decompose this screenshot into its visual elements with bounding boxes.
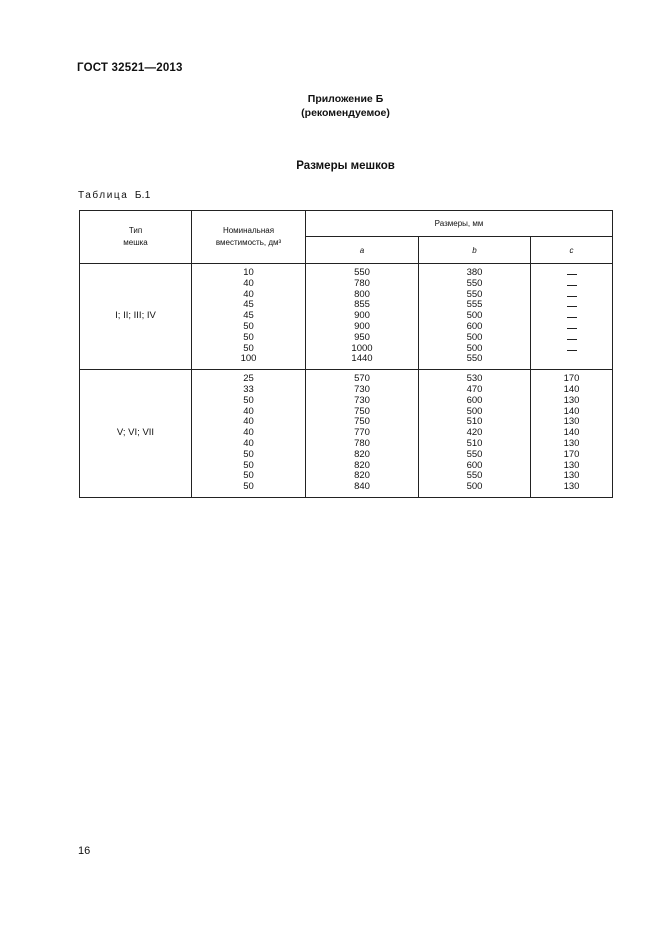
volume-values (192, 370, 306, 498)
volume-value: 100 (240, 353, 257, 365)
volume-value: 50 (243, 448, 254, 460)
header-nominal-volume (192, 211, 306, 264)
c-value: 140 (563, 405, 580, 417)
c-value: 130 (563, 470, 580, 482)
b-value: 510 (466, 437, 483, 449)
a-value: 780 (354, 437, 370, 449)
b-value: 500 (466, 405, 483, 417)
c-value: 140 (563, 383, 580, 395)
header-volume-line2: вместимость, дм³ (215, 238, 282, 247)
a-value: 1440 (351, 353, 373, 365)
header-bag-type (80, 211, 192, 264)
a-value: 900 (354, 310, 370, 322)
c-value: 130 (563, 394, 580, 406)
a-value: 750 (354, 405, 370, 417)
c-value: 170 (563, 448, 580, 460)
volume-value: 10 (243, 267, 254, 278)
volume-value: 25 (243, 373, 254, 385)
b-value: 420 (466, 427, 483, 439)
volume-value: 40 (243, 416, 254, 428)
header-b: b (419, 237, 531, 264)
b-value: 500 (466, 310, 483, 322)
b-value: 550 (466, 353, 483, 365)
c-value: 130 (563, 481, 580, 493)
dash-value (531, 311, 612, 322)
volume-value: 50 (243, 470, 254, 482)
table-header-row (80, 211, 613, 237)
b-value: 500 (466, 342, 483, 354)
a-value: 950 (354, 331, 370, 343)
a-value: 750 (354, 416, 370, 428)
a-value: 570 (354, 373, 370, 385)
volume-value: 50 (243, 320, 254, 332)
b-value: 510 (466, 416, 483, 428)
header-bag-type-line2: мешка (123, 238, 148, 247)
volume-value: 40 (243, 427, 254, 439)
volume-value: 40 (243, 288, 254, 300)
annex-type: (рекомендуемое) (301, 107, 390, 119)
dash-value (531, 322, 612, 333)
a-values (306, 264, 419, 370)
volume-value: 50 (243, 481, 254, 493)
a-value: 820 (354, 470, 370, 482)
header-bag-type-line1: Тип (128, 226, 143, 235)
volume-values (192, 264, 306, 370)
volume-value: 50 (243, 459, 254, 471)
a-value: 770 (354, 427, 370, 439)
b-value: 550 (466, 470, 483, 482)
dash-value (531, 344, 612, 355)
volume-value: 40 (243, 405, 254, 417)
b-values (419, 264, 531, 370)
page-number: 16 (78, 845, 91, 857)
a-value: 900 (354, 320, 370, 332)
b-value: 550 (466, 288, 483, 300)
annex-heading (0, 92, 661, 120)
dash-value (531, 268, 612, 279)
b-value: 600 (466, 320, 483, 332)
section-title-text: Размеры мешков (296, 160, 395, 172)
a-value: 820 (354, 459, 370, 471)
c-value: 130 (563, 416, 580, 428)
c-value: 170 (563, 373, 580, 385)
b-value: 555 (466, 299, 483, 311)
bag-type-cell: I; II; III; IV (80, 264, 192, 370)
volume-value: 40 (243, 437, 254, 449)
dash-value (531, 333, 612, 344)
a-value: 780 (354, 277, 370, 289)
b-value: 500 (466, 331, 483, 343)
table-caption-number: Б.1 (134, 190, 151, 201)
b-value: 600 (466, 394, 483, 406)
table-row (80, 370, 613, 498)
a-value: 855 (354, 299, 370, 311)
a-value: 730 (354, 394, 370, 406)
a-value: 840 (354, 481, 370, 493)
b-value: 500 (466, 481, 483, 493)
b-values (419, 370, 531, 498)
c-values (531, 264, 613, 370)
b-value: 380 (466, 267, 483, 278)
annex-title: Приложение Б (307, 93, 384, 105)
c-value: 130 (563, 437, 580, 449)
bag-sizes-table (79, 210, 613, 498)
bag-type-cell: V; VI; VII (80, 370, 192, 498)
volume-value: 50 (243, 394, 254, 406)
volume-value: 45 (243, 310, 254, 322)
dash-value (531, 300, 612, 311)
header-sizes: Размеры, мм (306, 211, 613, 237)
volume-value: 50 (243, 342, 254, 354)
b-value: 550 (466, 448, 483, 460)
b-value: 470 (466, 383, 483, 395)
volume-value: 50 (243, 331, 254, 343)
c-value: 130 (563, 459, 580, 471)
dash-value (531, 279, 612, 290)
b-value: 600 (466, 459, 483, 471)
a-value: 730 (354, 383, 370, 395)
document-standard-number: ГОСТ 32521—2013 (77, 62, 183, 74)
a-values (306, 370, 419, 498)
table-row (80, 264, 613, 370)
b-value: 550 (466, 277, 483, 289)
c-values (531, 370, 613, 498)
header-volume-line1: Номинальная (222, 226, 275, 235)
section-title (0, 160, 661, 172)
a-value: 1000 (351, 342, 373, 354)
volume-value: 45 (243, 299, 254, 311)
b-value: 530 (466, 373, 483, 385)
a-value: 820 (354, 448, 370, 460)
table-caption-word: Таблица (78, 190, 129, 201)
a-value: 800 (354, 288, 370, 300)
table-caption (78, 190, 151, 201)
c-value: 140 (563, 427, 580, 439)
dash-value (531, 290, 612, 301)
header-a: a (306, 237, 419, 264)
header-c: c (531, 237, 613, 264)
volume-value: 40 (243, 277, 254, 289)
a-value: 550 (354, 267, 370, 278)
volume-value: 33 (243, 383, 254, 395)
